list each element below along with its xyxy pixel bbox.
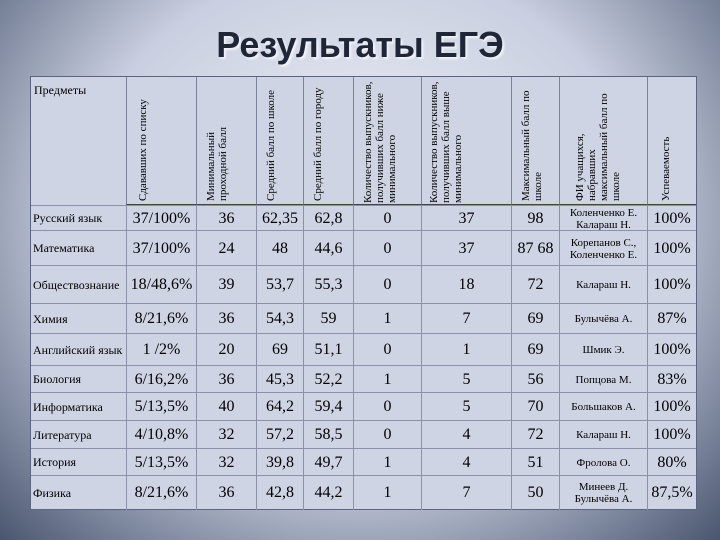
cell-max: 69: [511, 334, 559, 366]
cell-school: 48: [256, 231, 303, 266]
cell-school: 53,7: [256, 266, 303, 304]
cell-listed: 8/21,6%: [126, 304, 196, 334]
cell-below: 0: [353, 334, 421, 366]
cell-listed: 37/100%: [126, 206, 196, 231]
cell-subject: Математика: [33, 241, 95, 255]
cell-students: Фролова О.: [559, 449, 647, 476]
cell-city: 62,8: [303, 206, 353, 231]
cell-max: 72: [511, 266, 559, 304]
cell-above: 4: [421, 421, 511, 449]
cell-below: 0: [353, 266, 421, 304]
table-row: [31, 475, 696, 510]
header-max-score: Максимальный балл по школе: [511, 77, 559, 205]
cell-students: Корепанов С., Коленченко Е.: [559, 231, 647, 266]
cell-success: 100%: [647, 231, 696, 266]
cell-students: Шмик Э.: [559, 334, 647, 366]
cell-min: 39: [196, 266, 256, 304]
cell-listed: 5/13,5%: [126, 393, 196, 421]
cell-min: 32: [196, 449, 256, 476]
cell-below: 1: [353, 476, 421, 510]
header-min-score: Минимальный проходной балл: [196, 77, 256, 205]
cell-min: 36: [196, 476, 256, 510]
cell-city: 59: [303, 304, 353, 334]
table-row: [31, 205, 696, 231]
cell-min: 20: [196, 334, 256, 366]
cell-min: 36: [196, 304, 256, 334]
cell-success: 100%: [647, 334, 696, 366]
cell-max: 69: [511, 304, 559, 334]
cell-school: 62,35: [256, 206, 303, 231]
cell-subject: Русский язык: [33, 211, 103, 225]
cell-city: 49,7: [303, 449, 353, 476]
header-school-avg: Средний балл по школе: [256, 77, 303, 205]
cell-min: 40: [196, 393, 256, 421]
cell-success: 87,5%: [647, 476, 696, 510]
cell-school: 54,3: [256, 304, 303, 334]
cell-city: 55,3: [303, 266, 353, 304]
cell-success: 100%: [647, 421, 696, 449]
results-table: [30, 76, 697, 510]
cell-below: 1: [353, 366, 421, 393]
cell-listed: 5/13,5%: [126, 449, 196, 476]
cell-above: 7: [421, 304, 511, 334]
cell-max: 50: [511, 476, 559, 510]
cell-subject: Химия: [33, 311, 68, 326]
cell-success: 100%: [647, 266, 696, 304]
table-row: [31, 303, 696, 334]
cell-max: 98: [511, 206, 559, 231]
cell-max: 51: [511, 449, 559, 476]
cell-below: 1: [353, 449, 421, 476]
cell-listed: 18/48,6%: [126, 266, 196, 304]
cell-max: 70: [511, 393, 559, 421]
table-row: [31, 230, 696, 266]
cell-above: 5: [421, 366, 511, 393]
cell-subject: Обществознание: [33, 277, 120, 292]
cell-min: 36: [196, 206, 256, 231]
cell-above: 4: [421, 449, 511, 476]
cell-subject: Литература: [33, 427, 92, 442]
cell-students: Большаков А.: [559, 393, 647, 421]
cell-city: 51,1: [303, 334, 353, 366]
cell-school: 45,3: [256, 366, 303, 393]
cell-school: 69: [256, 334, 303, 366]
cell-subject: Английский язык: [33, 342, 123, 357]
header-below-min: Количество выпускников, получивших балл ниже минимального: [353, 77, 421, 205]
cell-above: 37: [421, 231, 511, 266]
cell-max: 87 68: [511, 231, 559, 266]
cell-school: 57,2: [256, 421, 303, 449]
cell-success: 83%: [647, 366, 696, 393]
cell-students: Попцова М.: [559, 366, 647, 393]
cell-city: 44,2: [303, 476, 353, 510]
header-subjects: Предметы: [34, 83, 87, 97]
cell-above: 18: [421, 266, 511, 304]
cell-listed: 6/16,2%: [126, 366, 196, 393]
page-title: Результаты ЕГЭ: [216, 24, 504, 65]
cell-city: 58,5: [303, 421, 353, 449]
cell-city: 44,6: [303, 231, 353, 266]
cell-max: 72: [511, 421, 559, 449]
cell-success: 80%: [647, 449, 696, 476]
cell-students: Коленченко Е. Калараш Н.: [559, 206, 647, 231]
cell-success: 100%: [647, 393, 696, 421]
cell-school: 64,2: [256, 393, 303, 421]
cell-above: 1: [421, 334, 511, 366]
table-row: [31, 333, 696, 366]
header-city-avg: Средний балл по городу: [303, 77, 353, 205]
cell-below: 0: [353, 231, 421, 266]
cell-above: 37: [421, 206, 511, 231]
cell-school: 39,8: [256, 449, 303, 476]
cell-listed: 8/21,6%: [126, 476, 196, 510]
cell-city: 52,2: [303, 366, 353, 393]
header-above-min: Количество выпускников, получивших балл выше минимального: [421, 77, 511, 205]
table-row: [31, 392, 696, 421]
cell-city: 59,4: [303, 393, 353, 421]
header-listed: Сдававших по списку: [126, 77, 196, 205]
cell-min: 24: [196, 231, 256, 266]
cell-students: Калараш Н.: [559, 421, 647, 449]
cell-subject: Физика: [33, 485, 72, 500]
table-row: [31, 265, 696, 304]
header-top-students: ФИ учащихся, набравших максимальный балл по школе: [559, 77, 647, 205]
cell-success: 87%: [647, 304, 696, 334]
cell-below: 0: [353, 206, 421, 231]
cell-success: 100%: [647, 206, 696, 231]
cell-above: 5: [421, 393, 511, 421]
header-success-rate: Успеваемость: [647, 77, 696, 205]
cell-min: 32: [196, 421, 256, 449]
cell-students: Булычёва А.: [559, 304, 647, 334]
cell-school: 42,8: [256, 476, 303, 510]
cell-min: 36: [196, 366, 256, 393]
table-row: [31, 365, 696, 393]
cell-listed: 4/10,8%: [126, 421, 196, 449]
cell-subject: Биология: [33, 372, 82, 386]
table-row: [31, 420, 696, 449]
table-row: [31, 448, 696, 476]
cell-above: 7: [421, 476, 511, 510]
cell-listed: 1 /2%: [126, 334, 196, 366]
cell-students: Калараш Н.: [559, 266, 647, 304]
cell-max: 56: [511, 366, 559, 393]
cell-below: 0: [353, 421, 421, 449]
cell-below: 1: [353, 304, 421, 334]
cell-below: 0: [353, 393, 421, 421]
cell-students: Минеев Д. Булычёва А.: [559, 476, 647, 510]
cell-listed: 37/100%: [126, 231, 196, 266]
cell-subject: История: [33, 455, 77, 469]
cell-subject: Информатика: [33, 399, 103, 414]
